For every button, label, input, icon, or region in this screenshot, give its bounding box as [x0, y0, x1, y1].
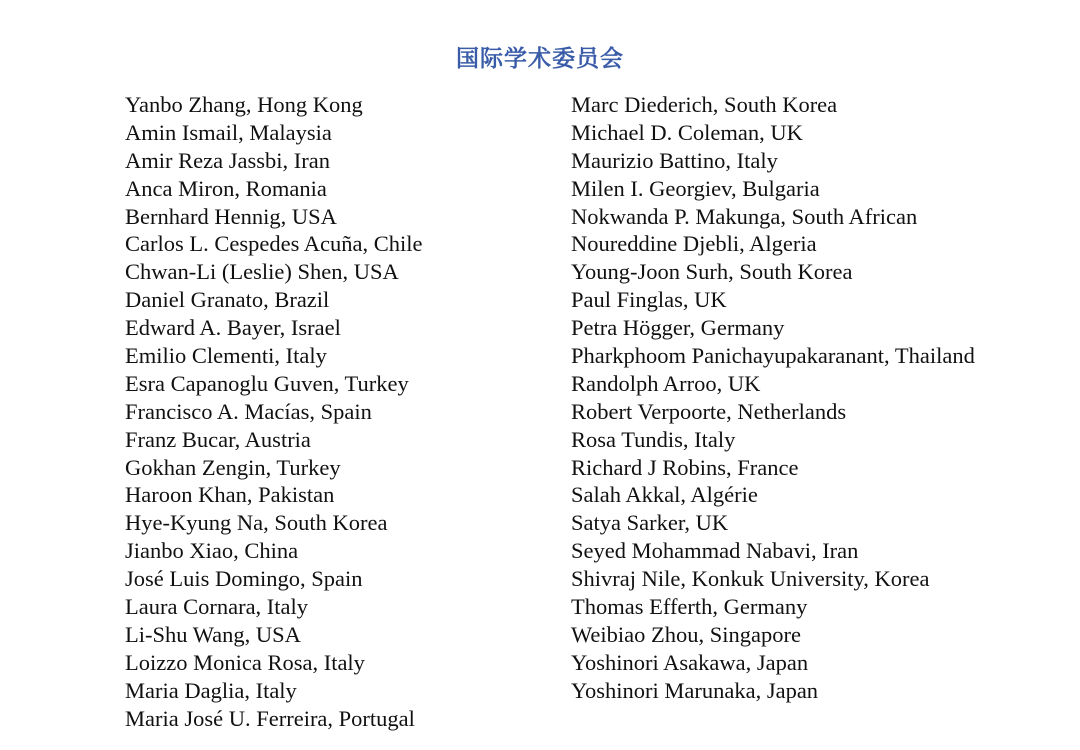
committee-member: Noureddine Djebli, Algeria — [571, 231, 817, 257]
committee-member: Li-Shu Wang, USA — [125, 621, 301, 647]
committee-member: Yanbo Zhang, Hong Kong — [125, 92, 363, 117]
committee-member: José Luis Domingo, Spain — [125, 566, 363, 592]
committee-member: Nokwanda P. Makunga, South African — [571, 203, 918, 229]
page-title: 国际学术委员会 — [456, 46, 624, 72]
committee-member: Robert Verpoorte, Netherlands — [571, 398, 847, 424]
committee-member: Carlos L. Cespedes Acuña, Chile — [125, 231, 423, 257]
committee-list-right — [571, 91, 975, 705]
committee-member: Hye-Kyung Na, South Korea — [125, 510, 388, 536]
committee-member: Shivraj Nile, Konkuk University, Korea — [571, 566, 930, 592]
committee-member: Amir Reza Jassbi, Iran — [125, 147, 330, 173]
committee-member: Emilio Clementi, Italy — [125, 343, 327, 369]
committee-member: Chwan-Li (Leslie) Shen, USA — [125, 259, 399, 285]
committee-member: Francisco A. Macías, Spain — [125, 398, 372, 424]
committee-member: Daniel Granato, Brazil — [125, 287, 330, 313]
committee-member: Marc Diederich, South Korea — [571, 92, 838, 117]
committee-member: Petra Högger, Germany — [571, 315, 785, 341]
committee-member: Pharkphoom Panichayupakaranant, Thailand — [571, 343, 975, 369]
committee-member: Amin Ismail, Malaysia — [125, 119, 332, 145]
committee-member: Jianbo Xiao, China — [125, 538, 299, 564]
committee-member: Rosa Tundis, Italy — [571, 426, 736, 452]
committee-member: Yoshinori Asakawa, Japan — [571, 649, 809, 675]
committee-member: Yoshinori Marunaka, Japan — [571, 677, 819, 703]
committee-member: Salah Akkal, Algérie — [571, 482, 758, 508]
committee-member: Thomas Efferth, Germany — [571, 594, 808, 620]
committee-list-left — [125, 91, 422, 732]
committee-member: Paul Finglas, UK — [571, 287, 727, 313]
committee-member: Gokhan Zengin, Turkey — [125, 454, 341, 480]
committee-member: Maria Daglia, Italy — [125, 677, 297, 703]
committee-member: Young-Joon Surh, South Korea — [571, 259, 853, 285]
committee-member: Maria José U. Ferreira, Portugal — [125, 705, 415, 731]
committee-member: Michael D. Coleman, UK — [571, 119, 803, 145]
committee-member: Anca Miron, Romania — [125, 175, 327, 201]
committee-member: Edward A. Bayer, Israel — [125, 315, 341, 341]
committee-member: Weibiao Zhou, Singapore — [571, 621, 802, 647]
committee-member: Esra Capanoglu Guven, Turkey — [125, 370, 409, 396]
committee-member: Loizzo Monica Rosa, Italy — [125, 649, 365, 675]
committee-member: Haroon Khan, Pakistan — [125, 482, 335, 508]
committee-member: Milen I. Georgiev, Bulgaria — [571, 175, 820, 201]
committee-member: Seyed Mohammad Nabavi, Iran — [571, 538, 859, 564]
committee-member: Randolph Arroo, UK — [571, 370, 761, 396]
committee-member: Laura Cornara, Italy — [125, 594, 309, 620]
committee-member: Maurizio Battino, Italy — [571, 147, 778, 173]
committee-member: Richard J Robins, France — [571, 454, 799, 480]
committee-member: Bernhard Hennig, USA — [125, 203, 337, 229]
committee-member: Franz Bucar, Austria — [125, 426, 311, 452]
committee-member: Satya Sarker, UK — [571, 510, 729, 536]
